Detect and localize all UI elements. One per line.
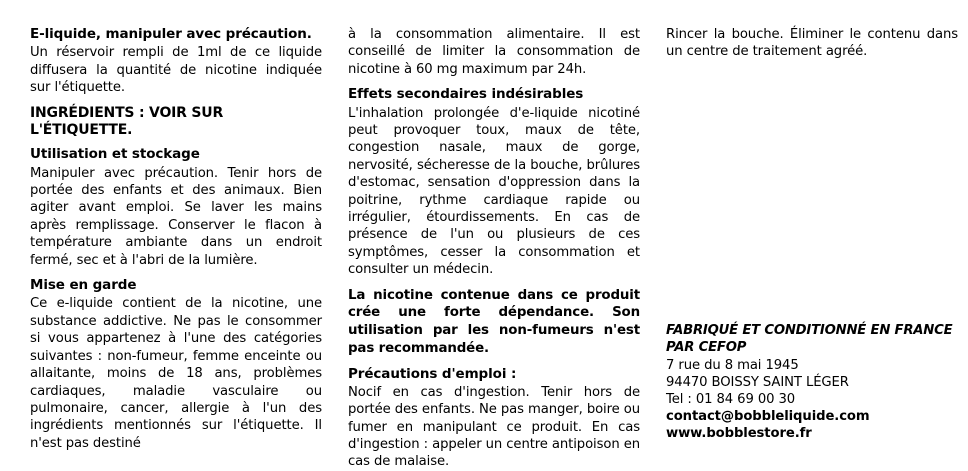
addiction-warning: La nicotine contenue dans ce produit crée une forte dépendance. Son utilisation par les non-fumeurs n'est pas recommandée. [348, 287, 640, 356]
column-two [348, 26, 640, 471]
manufacturer-line-1: FABRIQUÉ ET CONDITIONNÉ EN FRANCE [666, 322, 953, 338]
contact-email: contact@bobbleliquide.com [666, 409, 870, 425]
precautions-text-continued: Rincer la bouche. Éliminer le contenu dans un centre de traitement agréé. [666, 27, 958, 60]
caution-text-continued: à la consommation alimentaire. Il est conseillé de limiter la consommation de nicotine à 60 mg maximum par 24h. [348, 27, 640, 77]
column-three [666, 26, 958, 442]
three-column-layout [30, 26, 958, 471]
warning-title: E-liquide, manipuler avec précaution. [30, 26, 312, 42]
usage-storage-heading: Utilisation et stockage [30, 146, 200, 163]
contact-website: www.bobblestore.fr [666, 426, 812, 442]
address-street: 7 rue du 8 mai 1945 [666, 357, 799, 373]
side-effects-text: L'inhalation prolongée d'e-liquide nicotiné peut provoquer toux, maux de tête, congestion nasale, maux de gorge, nervosité, sécheresse de la bouche, brûlures d'estomac, sensation d'oppression dans la poitrine, rythme cardiaque rapide ou irrégulier, étourdissements. En cas de présence de l'un ou plusieurs de ces symptômes, cesser la consommation et consulter un médecin. [348, 105, 640, 278]
manufacturer-line-2: PAR CEFOP [666, 339, 747, 355]
manufacturer-block [666, 323, 958, 443]
address-city: 94470 BOISSY SAINT LÉGER [666, 374, 849, 390]
precautions-heading: Précautions d'emploi : [348, 365, 517, 382]
intro-paragraph: Un réservoir rempli de 1ml de ce liquide diffusera la quantité de nicotine indiquée sur l'étiquette. [30, 45, 322, 96]
caution-heading: Mise en garde [30, 277, 137, 294]
column-one [30, 26, 322, 452]
caution-text: Ce e-liquide contient de la nicotine, une substance addictive. Ne pas le consommer si vous appartenez à l'une des catégories suivantes : non-fumeur, femme enceinte ou allaitante, moins de 18 ans, problèmes cardiaques, maladie vasculaire ou pulmonaire, cancer, allergie à l'un des ingrédients mentionnés sur l'étiquette. Il n'est pas destiné [30, 296, 322, 451]
usage-storage-text: Manipuler avec précaution. Tenir hors de portée des enfants et des animaux. Bien agiter avant emploi. Se laver les mains après remplissage. Conserver le flacon à température ambiante dans un endroit fermé, sec et à l'abri de la lumière. [30, 165, 322, 268]
contact-phone: Tel : 01 84 69 00 30 [666, 391, 796, 407]
ingredients-heading: INGRÉDIENTS : VOIR SUR L'ÉTIQUETTE. [30, 104, 224, 139]
precautions-text: Nocif en cas d'ingestion. Tenir hors de portée des enfants. Ne pas manger, boire ou fumer en manipulant ce produit. En cas d'ingestion : appeler un centre antipoison en cas de malaise. [348, 384, 640, 470]
side-effects-heading: Effets secondaires indésirables [348, 86, 584, 103]
